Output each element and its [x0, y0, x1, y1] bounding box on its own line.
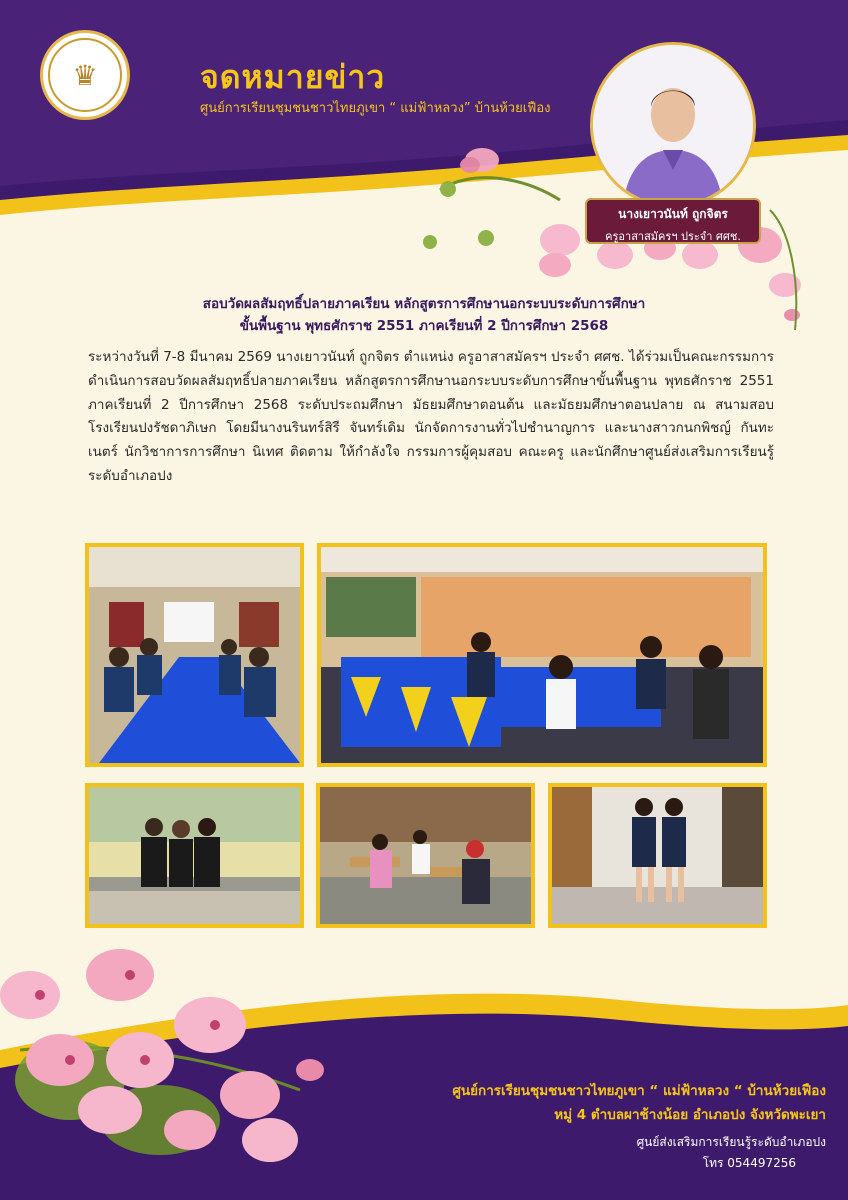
headline-line-2: ขั้นพื้นฐาน พุทธศักราช 2551 ภาคเรียนที่ 2 ปีการศึกษา 2568: [239, 318, 609, 334]
photo-exam-committee: [317, 543, 767, 767]
photo-meeting-room: [85, 543, 304, 767]
school-logo: [40, 30, 130, 120]
headline-line-1: สอบวัดผลสัมฤทธิ์ปลายภาคเรียน หลักสูตรการศึกษานอกระบบระดับการศึกษา: [202, 296, 646, 312]
emblem-icon: ♛: [48, 38, 122, 112]
teacher-name: นางเยาวนันท์ ถูกจิตร: [618, 207, 728, 221]
newsletter-title: จดหมายข่าว: [200, 58, 386, 96]
photo-teachers-bench: [85, 783, 304, 928]
person-icon: [593, 45, 753, 205]
teacher-role: ครูอาสาสมัครฯ ประจำ ศศช.: [605, 230, 741, 243]
footer-district-center: ศูนย์ส่งเสริมการเรียนรู้ระดับอำเภอปง: [636, 1135, 826, 1149]
footer-address: หมู่ 4 ตำบลผาช้างน้อย อำเภอปง จังหวัดพะเยา: [554, 1107, 826, 1123]
footer-center-name: ศูนย์การเรียนชุมชนชาวไทยภูเขา “ แม่ฟ้าหลวง “ บ้านห้วยเฟือง: [452, 1083, 826, 1099]
teacher-name-tag: [585, 198, 761, 244]
teacher-portrait: [590, 42, 756, 208]
newsletter-subtitle: ศูนย์การเรียนชุมชนชาวไทยภูเขา “ แม่ฟ้าหลวง” บ้านห้วยเฟือง: [200, 101, 551, 116]
article-body: ระหว่างวันที่ 7-8 มีนาคม 2569 นางเยาวนันท์ ถูกจิตร ตำแหน่ง ครูอาสาสมัครฯ ประจำ ศศช. ได้ร่วมเป็นคณะกรรมการดำเนินการสอบวัดผลสัมฤทธิ์ปลายภาคเรียน หลักสูตรการศึกษานอกระบบระดับการศึกษาขั้นพื้นฐาน พุทธศักราช 2551 ภาคเรียนที่ 2 ปีการศึกษา 2568 ระดับประถมศึกษา มัธยมศึกษาตอนต้น และมัธยมศึกษาตอนปลาย ณ สนามสอบ โรงเรียนปงรัชดาภิเษก โดยมีนางนรินทร์สิรี จันทร์เดิม นักจัดการงานทั่วไปชำนาญการ และนางสาวกนกพิชญ์ กันทะเนตร์ นักวิชาการการศึกษา นิเทศ ติดตาม ให้กำลังใจ กรรมการผู้คุมสอบ คณะครู และนักศึกษาศูนย์ส่งเสริมการเรียนรู้ระดับอำเภอปง: [88, 349, 774, 484]
photo-two-staff: [548, 783, 767, 928]
footer-phone: โทร 054497256: [702, 1156, 796, 1170]
article-headline: [0, 293, 848, 337]
photo-classroom-exam: [316, 783, 535, 928]
